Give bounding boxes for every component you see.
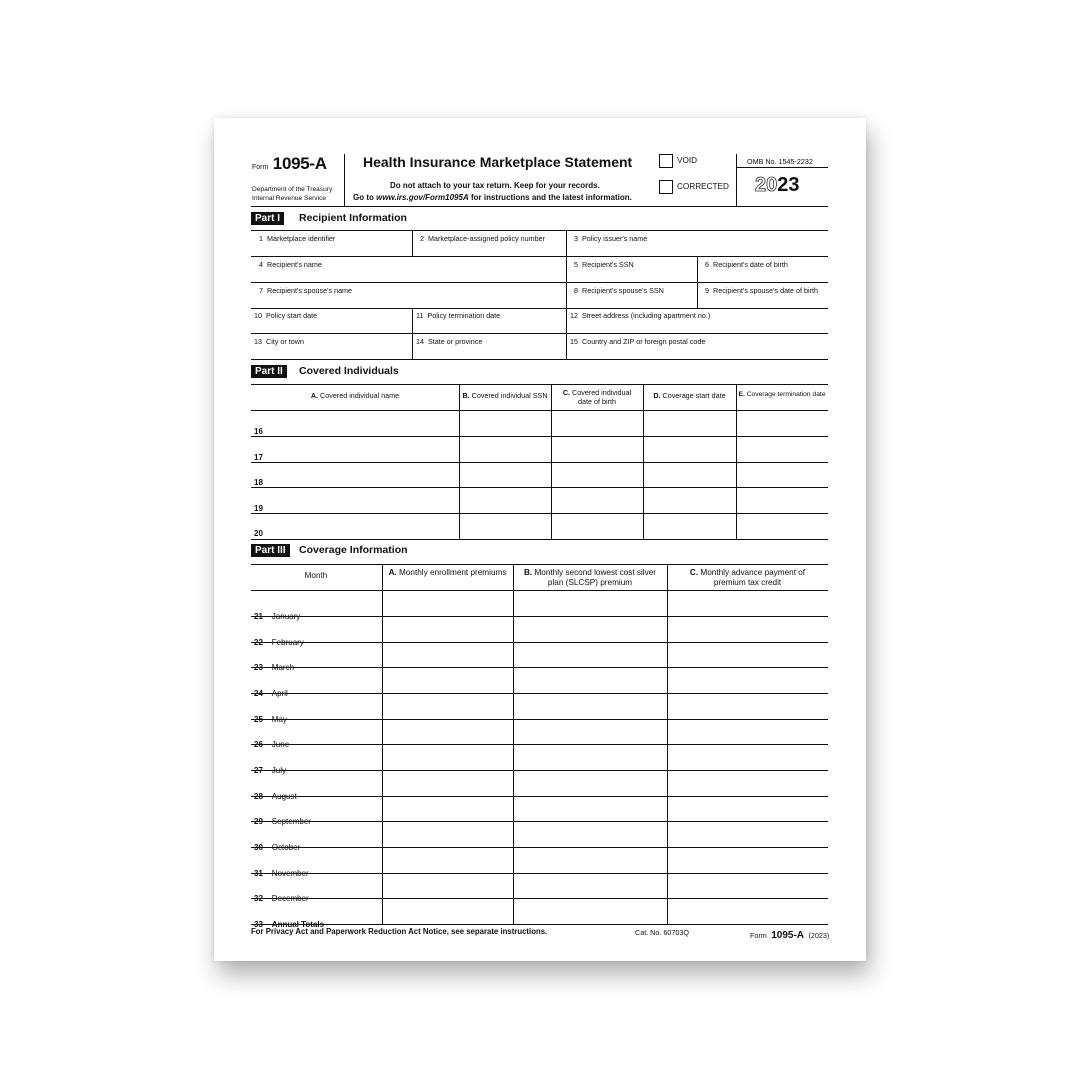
dept-line2: Internal Revenue Service [252,195,327,202]
part1-badge: Part I [251,212,284,225]
month-row-june: 26 June [254,740,290,749]
dept-line1: Department of the Treasury [252,186,333,193]
part3-badge: Part III [251,544,290,557]
part2-row-16: 16 [254,427,263,436]
month-row-annual-totals: 33 Annual Totals [254,920,325,929]
part1-title: Recipient Information [299,212,407,224]
void-checkbox[interactable] [659,154,673,168]
irs-url-link[interactable]: www.irs.gov/Form1095A [376,193,469,202]
tax-year: 2023 [755,174,800,196]
part3-col-b-header: B. Monthly second lowest cost silver plan (SLCSP) premium [524,568,656,587]
instruction-line2: Go to www.irs.gov/Form1095A for instructions and the latest information. [353,193,632,202]
month-row-december: 32 December [254,894,309,903]
month-row-march: 23 March [254,663,295,672]
month-row-october: 30 October [254,843,301,852]
field-14-label[interactable]: 14 State or province [416,337,483,346]
form-1095a-sheet [214,118,866,961]
part2-col-e-header: E. Coverage termination date [738,391,826,398]
field-13-label[interactable]: 13 City or town [254,337,304,346]
field-7-label[interactable]: 7 Recipient's spouse's name [259,286,353,295]
form-id [252,154,327,174]
part3-col-a-header: A. Monthly enrollment premiums [388,568,507,577]
field-5-label[interactable]: 5 Recipient's SSN [574,260,634,269]
part2-row-18: 18 [254,478,263,487]
form-title: Health Insurance Marketplace Statement [363,154,633,170]
month-row-may: 25 May [254,715,287,724]
part2-col-c-header: C. Covered individual date of birth [562,388,632,406]
field-9-label[interactable]: 9 Recipient's spouse's date of birth [705,286,819,295]
part3-col-c-header: C. Monthly advance payment of premium tax credit [689,568,806,587]
field-8-label[interactable]: 8 Recipient's spouse's SSN [574,286,664,295]
field-12-label[interactable]: 12 Street address (including apartment no.) [570,311,711,320]
field-4-label[interactable]: 4 Recipient's name [259,260,322,269]
corrected-label: CORRECTED [677,182,729,191]
part2-col-d-header: D. Coverage start date [653,391,726,400]
month-row-january: 21 January [254,612,301,621]
footer-form-id: Form 1095-A (2023) [750,930,830,941]
field-2-label[interactable]: 2 Marketplace-assigned policy number [420,234,546,243]
month-row-august: 28 August [254,792,297,801]
field-15-label[interactable]: 15 Country and ZIP or foreign postal code [570,337,706,346]
month-row-september: 29 September [254,817,311,826]
field-6-label[interactable]: 6 Recipient's date of birth [705,260,788,269]
month-row-february: 22 February [254,638,304,647]
catalog-number: Cat. No. 60703Q [635,928,689,937]
part2-col-b-header: B. Covered individual SSN [462,391,548,400]
month-row-july: 27 July [254,766,287,775]
instruction-line1: Do not attach to your tax return. Keep for your records. [390,181,600,190]
form-number: 1095-A [272,154,327,173]
void-label: VOID [677,156,698,165]
part2-row-20: 20 [254,529,263,538]
field-11-label[interactable]: 11 Policy termination date [416,311,501,320]
part2-col-a-header: A. Covered individual name [310,391,400,400]
part2-row-19: 19 [254,504,263,513]
part3-title: Coverage Information [299,544,408,556]
month-row-november: 31 November [254,869,309,878]
corrected-checkbox[interactable] [659,180,673,194]
part3-month-header: Month [304,571,328,580]
form-word: Form [252,164,269,171]
part2-badge: Part II [251,365,287,378]
part2-row-17: 17 [254,453,263,462]
field-3-label[interactable]: 3 Policy issuer's name [574,234,648,243]
field-1-label[interactable]: 1 Marketplace identifier [259,234,336,243]
month-row-april: 24 April [254,689,288,698]
omb-number: OMB No. 1545-2232 [747,157,813,166]
part2-title: Covered Individuals [299,365,399,377]
field-10-label[interactable]: 10 Policy start date [254,311,318,320]
privacy-notice: For Privacy Act and Paperwork Reduction Act Notice, see separate instructions. [251,927,548,936]
